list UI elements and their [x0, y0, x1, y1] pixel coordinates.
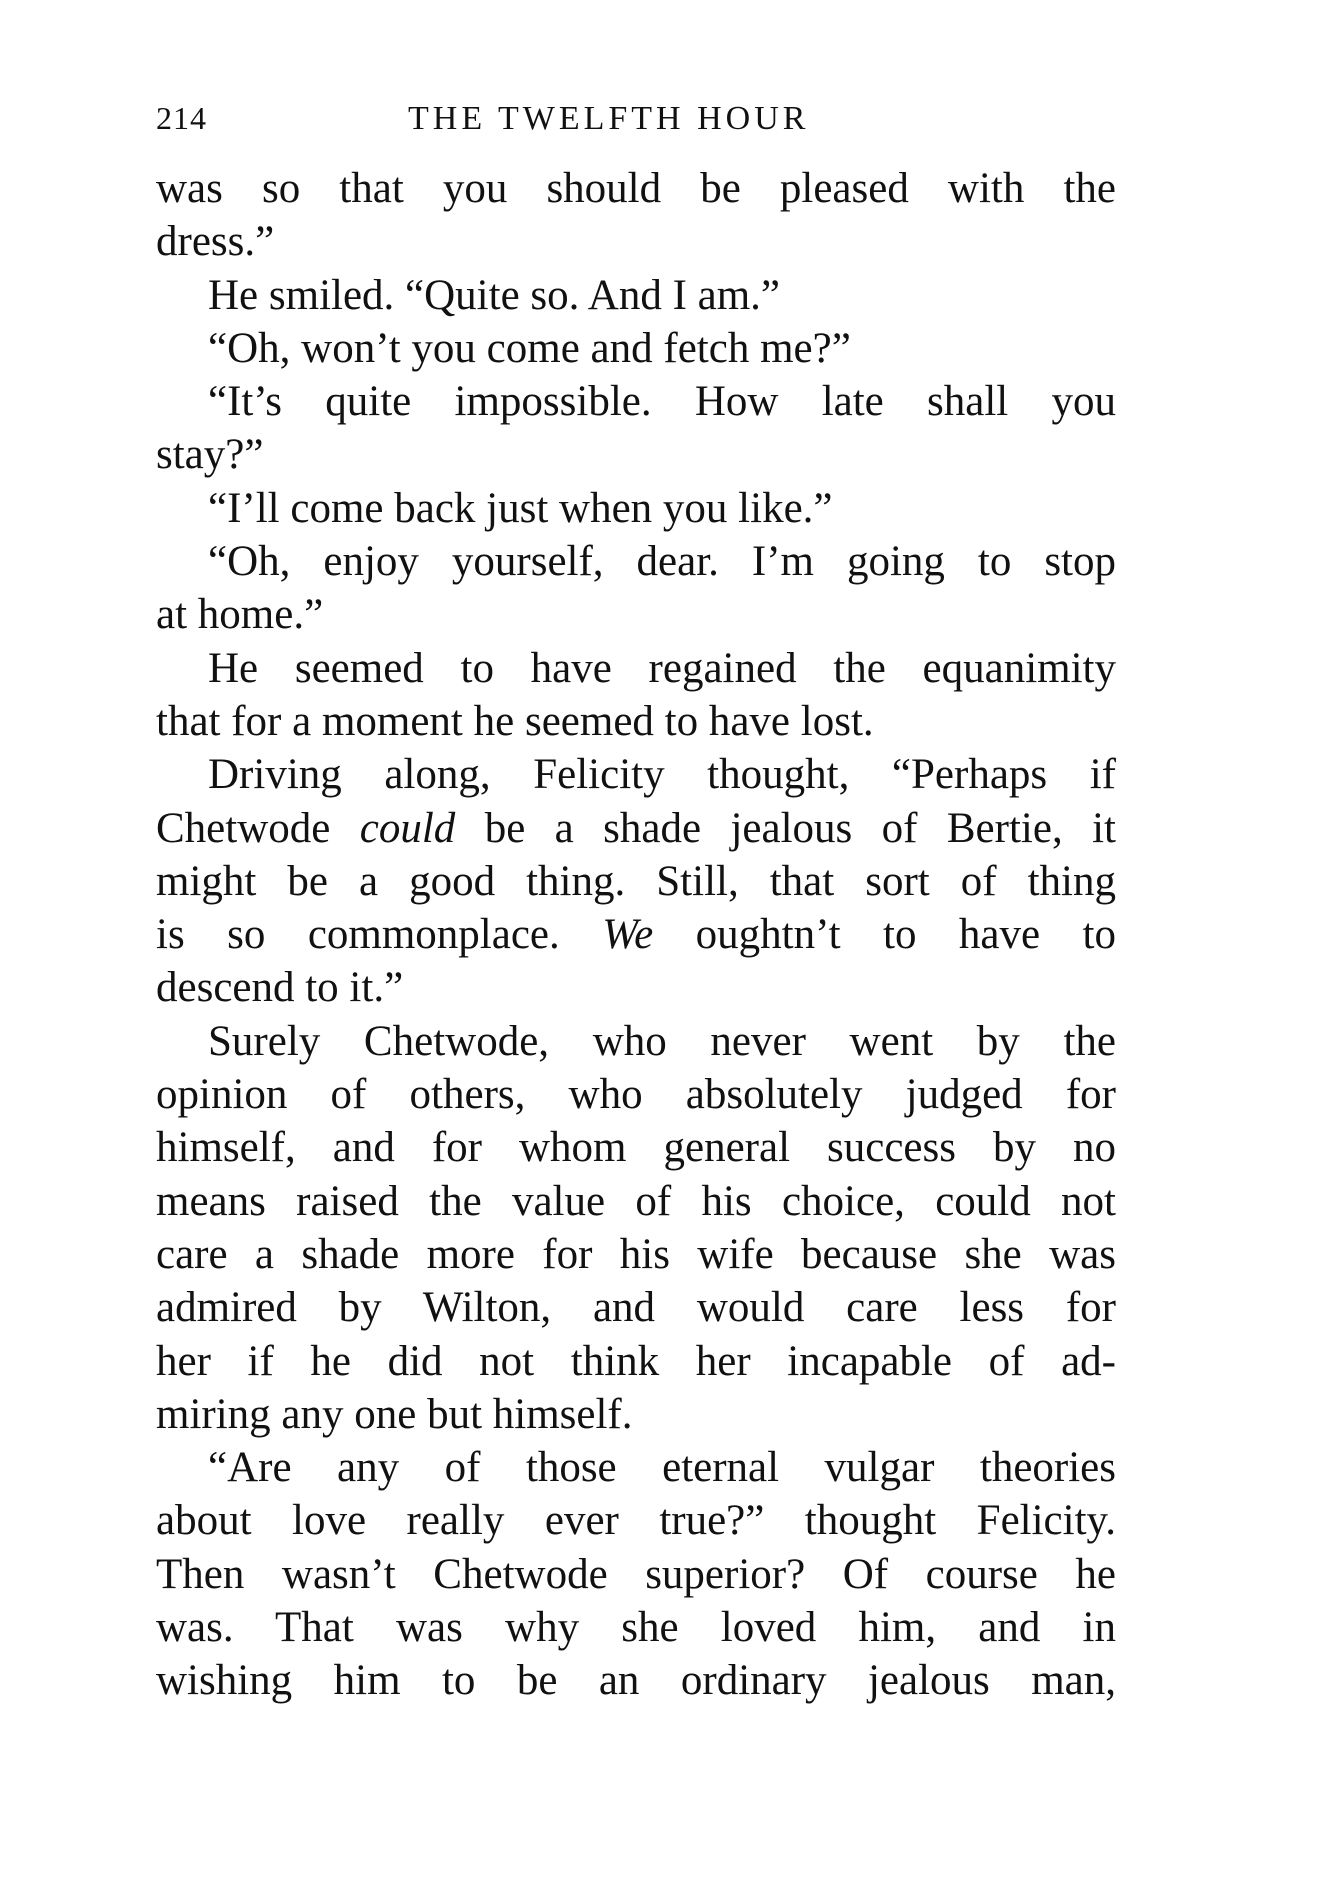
text-line: dress.” — [156, 218, 275, 266]
text-line: is so commonplace. We oughtn’t to have to — [156, 911, 1116, 959]
text-line: stay?” — [156, 431, 264, 479]
text-line: at home.” — [156, 591, 324, 639]
text-line: about love really ever true?” thought Felicity. — [156, 1497, 1116, 1545]
text-line: wishing him to be an ordinary jealous man, — [156, 1657, 1116, 1705]
italic-emphasis: could — [359, 804, 456, 852]
text-line: her if he did not think her incapable of ad- — [156, 1337, 1116, 1385]
text-line: “Oh, enjoy yourself, dear. I’m going to stop — [208, 538, 1116, 586]
text-line: might be a good thing. Still, that sort of thing — [156, 857, 1116, 905]
text-line: “Oh, won’t you come and fetch me?” — [208, 324, 851, 372]
text-line: Driving along, Felicity thought, “Perhaps if — [208, 751, 1116, 799]
page-number: 214 — [156, 100, 207, 136]
text-line: He seemed to have regained the equanimity — [208, 644, 1116, 692]
text-line: Surely Chetwode, who never went by the — [208, 1017, 1116, 1065]
text-line: means raised the value of his choice, could not — [156, 1177, 1116, 1225]
text-line: was so that you should be pleased with the — [156, 165, 1116, 212]
text-line: miring any one but himself. — [156, 1390, 633, 1438]
text-line: “Are any of those eternal vulgar theories — [208, 1444, 1116, 1492]
text-line: opinion of others, who absolutely judged for — [156, 1071, 1116, 1119]
text-line: He smiled. “Quite so. And I am.” — [208, 271, 781, 319]
running-title: THE TWELFTH HOUR — [408, 100, 810, 137]
text-line: that for a moment he seemed to have lost. — [156, 697, 874, 745]
text-line: admired by Wilton, and would care less for — [156, 1284, 1116, 1332]
italic-emphasis: We — [602, 911, 654, 959]
body-text — [156, 162, 1116, 1708]
text-line: “It’s quite impossible. How late shall you — [208, 378, 1116, 426]
text-line: care a shade more for his wife because she was — [156, 1230, 1116, 1278]
text-line: himself, and for whom general success by no — [156, 1124, 1116, 1172]
text-line: descend to it.” — [156, 964, 404, 1012]
text-line: was. That was why she loved him, and in — [156, 1604, 1116, 1652]
text-line: Then wasn’t Chetwode superior? Of course he — [156, 1550, 1116, 1598]
page-header — [156, 100, 1116, 150]
text-line: Chetwode could be a shade jealous of Bertie, it — [156, 804, 1116, 852]
text-line: “I’ll come back just when you like.” — [208, 484, 833, 532]
